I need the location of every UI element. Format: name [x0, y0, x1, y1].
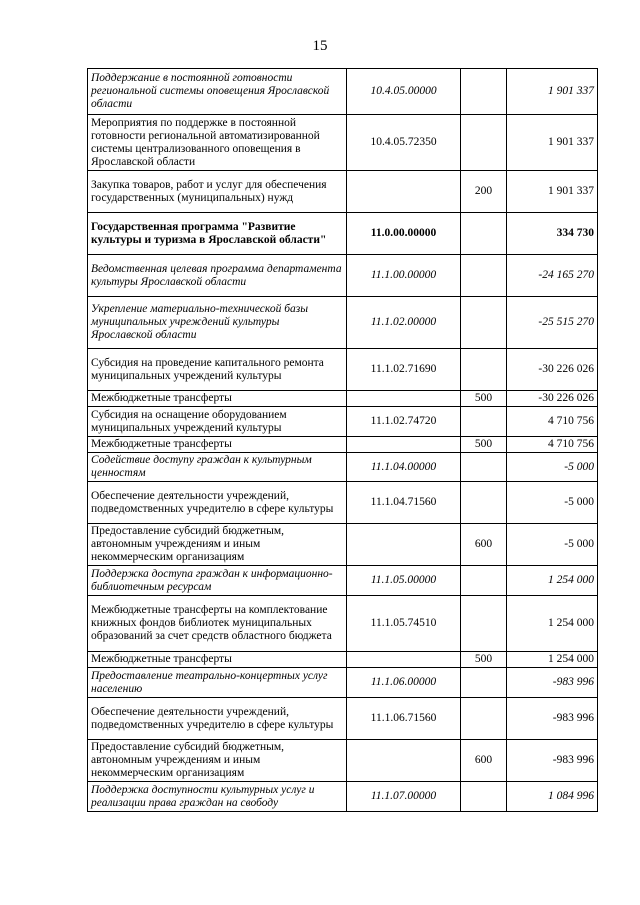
row-code-cell: [347, 391, 461, 407]
row-amount-cell: 1 901 337: [507, 69, 598, 115]
row-code-cell: 11.0.00.00000: [347, 213, 461, 255]
table-row: [88, 115, 598, 171]
row-expense-type-cell: [461, 453, 507, 482]
row-code-cell: 11.1.04.00000: [347, 453, 461, 482]
row-amount-cell: 1 254 000: [507, 652, 598, 668]
row-amount-cell: -30 226 026: [507, 349, 598, 391]
row-name-cell: Поддержание в постоянной готовности региональной системы оповещения Ярославской области: [88, 69, 347, 115]
row-code-cell: 10.4.05.00000: [347, 69, 461, 115]
row-code-cell: 11.1.04.71560: [347, 482, 461, 524]
row-name-cell: Поддержка доступа граждан к информационно-библиотечным ресурсам: [88, 566, 347, 596]
row-expense-type-cell: [461, 668, 507, 698]
row-expense-type-cell: [461, 407, 507, 437]
row-code-cell: 11.1.05.74510: [347, 596, 461, 652]
table-row: [88, 524, 598, 566]
row-name-cell: Закупка товаров, работ и услуг для обеспечения государственных (муниципальных) нужд: [88, 171, 347, 213]
row-code-cell: [347, 740, 461, 782]
row-amount-cell: -5 000: [507, 482, 598, 524]
row-amount-cell: -983 996: [507, 668, 598, 698]
row-amount-cell: 4 710 756: [507, 437, 598, 453]
row-expense-type-cell: 500: [461, 437, 507, 453]
row-amount-cell: -983 996: [507, 698, 598, 740]
table-row: [88, 668, 598, 698]
table-row: [88, 213, 598, 255]
row-amount-cell: -30 226 026: [507, 391, 598, 407]
table-row: [88, 437, 598, 453]
table-row: [88, 171, 598, 213]
row-amount-cell: -5 000: [507, 524, 598, 566]
row-expense-type-cell: 200: [461, 171, 507, 213]
row-expense-type-cell: [461, 482, 507, 524]
row-code-cell: [347, 437, 461, 453]
row-expense-type-cell: 600: [461, 524, 507, 566]
row-code-cell: 11.1.06.00000: [347, 668, 461, 698]
row-name-cell: Межбюджетные трансферты: [88, 391, 347, 407]
row-expense-type-cell: 500: [461, 652, 507, 668]
row-expense-type-cell: [461, 213, 507, 255]
row-amount-cell: 1 901 337: [507, 171, 598, 213]
row-code-cell: 11.1.05.00000: [347, 566, 461, 596]
table-row: [88, 698, 598, 740]
row-expense-type-cell: 600: [461, 740, 507, 782]
row-amount-cell: -25 515 270: [507, 297, 598, 349]
budget-table: [87, 68, 598, 812]
row-code-cell: 11.1.02.71690: [347, 349, 461, 391]
row-name-cell: Субсидия на оснащение оборудованием муниципальных учреждений культуры: [88, 407, 347, 437]
table-row: [88, 69, 598, 115]
row-expense-type-cell: [461, 349, 507, 391]
row-code-cell: 10.4.05.72350: [347, 115, 461, 171]
table-row: [88, 652, 598, 668]
row-amount-cell: -5 000: [507, 453, 598, 482]
row-name-cell: Содействие доступу граждан к культурным ценностям: [88, 453, 347, 482]
row-name-cell: Ведомственная целевая программа департамента культуры Ярославской области: [88, 255, 347, 297]
row-expense-type-cell: [461, 297, 507, 349]
row-code-cell: 11.1.07.00000: [347, 782, 461, 812]
row-expense-type-cell: 500: [461, 391, 507, 407]
table-row: [88, 297, 598, 349]
row-name-cell: Межбюджетные трансферты: [88, 437, 347, 453]
row-name-cell: Обеспечение деятельности учреждений, подведомственных учредителю в сфере культуры: [88, 482, 347, 524]
table-row: [88, 391, 598, 407]
table-row: [88, 453, 598, 482]
row-code-cell: 11.1.06.71560: [347, 698, 461, 740]
row-amount-cell: -983 996: [507, 740, 598, 782]
row-name-cell: Поддержка доступности культурных услуг и реализации права граждан на свободу: [88, 782, 347, 812]
table-row: [88, 740, 598, 782]
row-expense-type-cell: [461, 255, 507, 297]
row-amount-cell: 334 730: [507, 213, 598, 255]
row-code-cell: 11.1.02.74720: [347, 407, 461, 437]
row-name-cell: Предоставление субсидий бюджетным, автономным учреждениям и иным некоммерческим организациям: [88, 740, 347, 782]
row-expense-type-cell: [461, 596, 507, 652]
table-row: [88, 566, 598, 596]
row-amount-cell: 4 710 756: [507, 407, 598, 437]
row-code-cell: 11.1.00.00000: [347, 255, 461, 297]
row-code-cell: 11.1.02.00000: [347, 297, 461, 349]
row-code-cell: [347, 524, 461, 566]
row-amount-cell: 1 254 000: [507, 566, 598, 596]
row-code-cell: [347, 171, 461, 213]
budget-table-body: [88, 69, 598, 812]
row-name-cell: Обеспечение деятельности учреждений, подведомственных учредителю в сфере культуры: [88, 698, 347, 740]
row-amount-cell: -24 165 270: [507, 255, 598, 297]
row-expense-type-cell: [461, 782, 507, 812]
row-expense-type-cell: [461, 115, 507, 171]
table-row: [88, 407, 598, 437]
table-row: [88, 596, 598, 652]
row-name-cell: Предоставление театрально-концертных услуг населению: [88, 668, 347, 698]
table-row: [88, 349, 598, 391]
row-amount-cell: 1 254 000: [507, 596, 598, 652]
table-row: [88, 255, 598, 297]
row-name-cell: Субсидия на проведение капитального ремонта муниципальных учреждений культуры: [88, 349, 347, 391]
row-name-cell: Государственная программа "Развитие культуры и туризма в Ярославской области": [88, 213, 347, 255]
row-name-cell: Межбюджетные трансферты: [88, 652, 347, 668]
table-row: [88, 482, 598, 524]
row-name-cell: Укрепление материально-технической базы муниципальных учреждений культуры Ярославской области: [88, 297, 347, 349]
row-expense-type-cell: [461, 698, 507, 740]
table-row: [88, 782, 598, 812]
row-expense-type-cell: [461, 566, 507, 596]
row-name-cell: Предоставление субсидий бюджетным, автономным учреждениям и иным некоммерческим организациям: [88, 524, 347, 566]
row-code-cell: [347, 652, 461, 668]
row-name-cell: Мероприятия по поддержке в постоянной готовности региональной автоматизированной системы централизованного оповещения в Ярославской области: [88, 115, 347, 171]
page-number: 15: [312, 38, 328, 54]
row-amount-cell: 1 084 996: [507, 782, 598, 812]
row-amount-cell: 1 901 337: [507, 115, 598, 171]
row-name-cell: Межбюджетные трансферты на комплектование книжных фондов библиотек муниципальных образований за счет средств областного бюджета: [88, 596, 347, 652]
row-expense-type-cell: [461, 69, 507, 115]
